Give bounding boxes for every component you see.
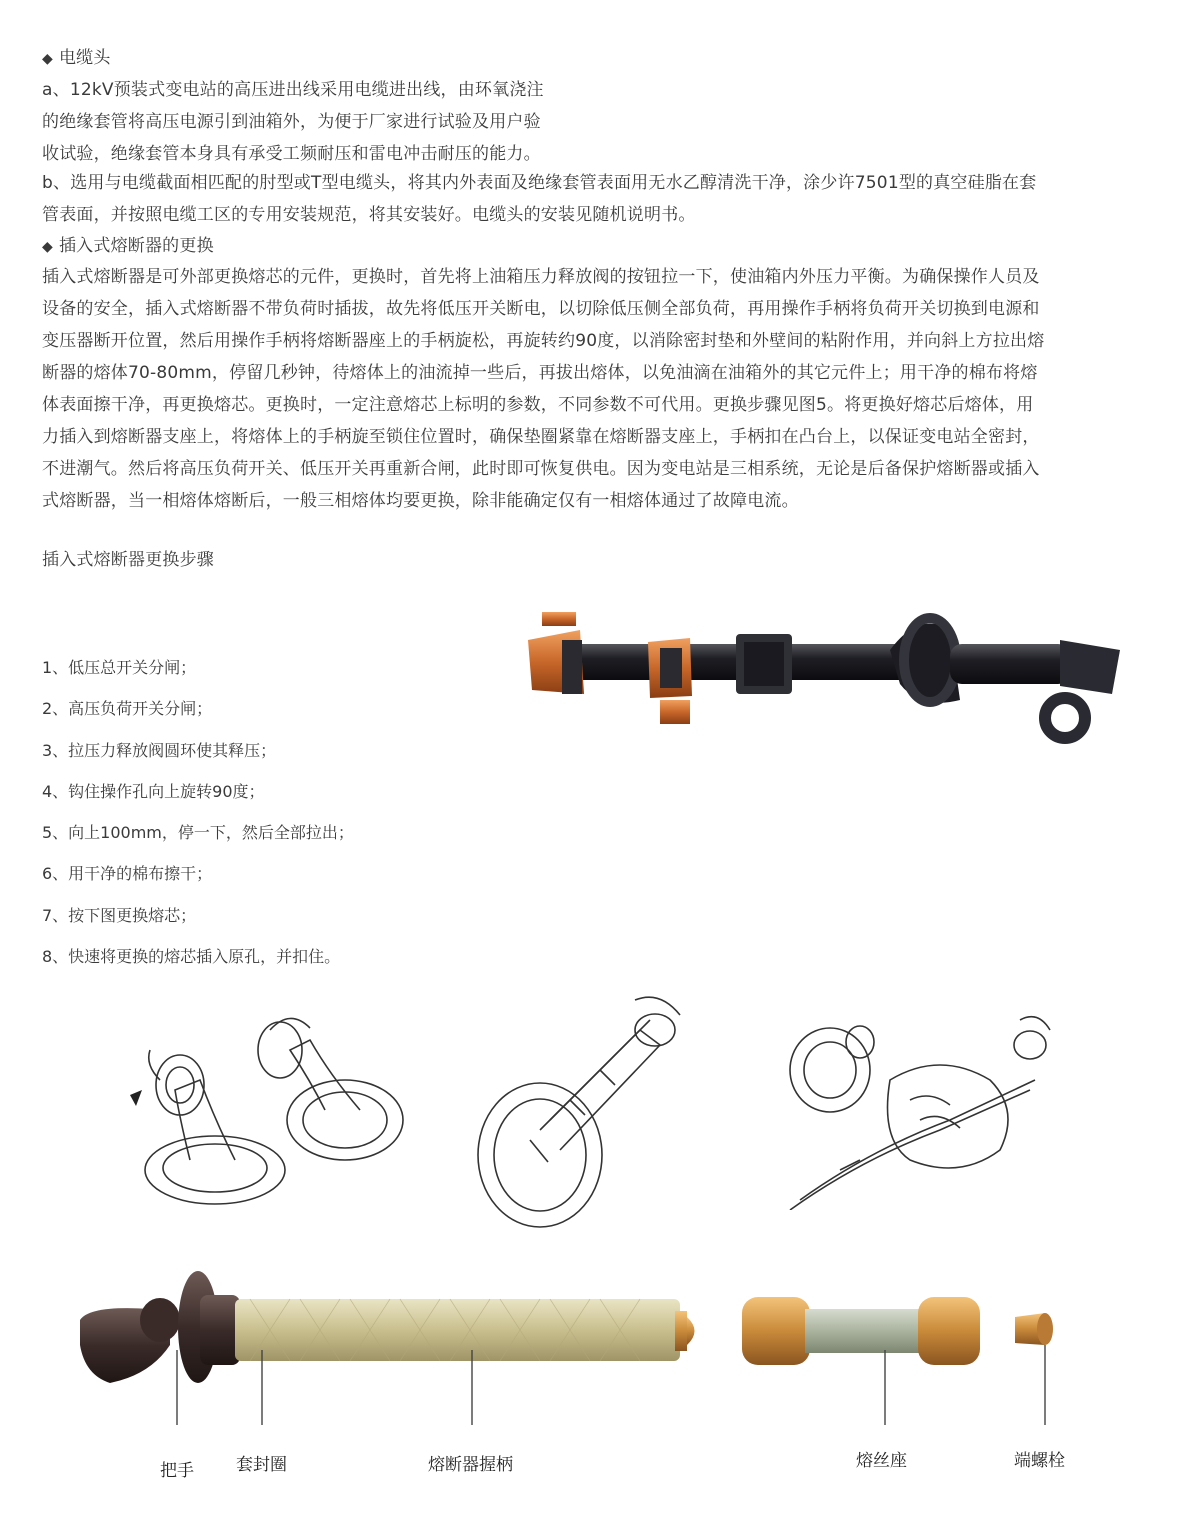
cable-paragraph-a: a、12kV预装式变电站的高压进出线采用电缆进出线，由环氧浇注 的绝缘套管将高压电源引到油箱外，为便于厂家进行试验及用户验 收试验，绝缘套管本身具有承受工频耐压和雷电冲击耐压的能力。	[42, 80, 544, 164]
label-fuse-grip: 熔断器握柄	[428, 1455, 513, 1475]
steps-list	[42, 650, 354, 980]
fuse-section-heading: ◆ 插入式熔断器的更换	[42, 236, 214, 256]
steps-title: 插入式熔断器更换步骤	[42, 550, 214, 570]
fuse-assembly-image	[520, 600, 1140, 760]
fuse-parts-image	[70, 1265, 1100, 1425]
step-item: 2、高压负荷开关分闸；	[42, 699, 213, 719]
label-handle: 把手	[160, 1461, 194, 1481]
step-item: 6、用干净的棉布擦干；	[42, 864, 213, 884]
label-end-bolt: 端螺栓	[1014, 1451, 1065, 1471]
replacement-diagram-1	[120, 1010, 410, 1210]
label-fuse-seat: 熔丝座	[856, 1451, 907, 1471]
step-item: 8、快速将更换的熔芯插入原孔，并扣住。	[42, 947, 341, 967]
step-item: 4、钩住操作孔向上旋转90度；	[42, 781, 265, 801]
replacement-diagram-3	[780, 1010, 1080, 1210]
cable-paragraph-b: b、选用与电缆截面相匹配的肘型或T型电缆头，将其内外表面及绝缘套管表面用无水乙醇清洗干净，涂少许7501型的真空硅脂在套 管表面，并按照电缆工区的专用安装规范，将其安装好。电缆头的安装见随机说明书。	[42, 173, 1037, 225]
diamond-bullet-icon: ◆	[42, 239, 53, 255]
cable-section-heading: ◆ 电缆头	[42, 48, 111, 68]
step-item: 7、按下图更换熔芯；	[42, 905, 197, 925]
fuse-paragraph: 插入式熔断器是可外部更换熔芯的元件，更换时，首先将上油箱压力释放阀的按钮拉一下，使油箱内外压力平衡。为确保操作人员及 设备的安全，插入式熔断器不带负荷时插拔，故先将低压开关断电，以切除低压侧全部负荷，再用操作手柄将负荷开关切换到电源和 变压器断开位置，然后用操作手柄将熔断器座上的手柄旋松，再旋转约90度，以消除密封垫和外壁间的粘附作用，并向斜上方拉出熔 断器的熔体70-80mm，停留几秒钟，待熔体上的油流掉一些后，再拔出熔体，以免油滴在油箱外的其它元件上；用干净的棉布将熔 体表面擦干净，再更换熔芯。更换时，一定注意熔芯上标明的参数，不同参数不可代用。更换步骤见图5。将更换好熔芯后熔体，用 力插入到熔断器支座上，将熔体上的手柄旋至锁住位置时，确保垫圈紧靠在熔断器支座上，手柄扣在凸台上，以保证变电站全密封， 不进潮气。然后将高压负荷开关、低压开关再重新合闸，此时即可恢复供电。因为变电站是三相系统，无论是后备保护熔断器或插入 式熔断器，当一相熔体熔断后，一般三相熔体均要更换，除非能确定仅有一相熔体通过了故障电流。	[42, 267, 1045, 511]
label-seal-ring: 套封圈	[236, 1455, 287, 1475]
step-item: 3、拉压力释放阀圆环使其释压；	[42, 740, 277, 760]
replacement-diagram-2	[470, 990, 710, 1230]
diamond-bullet-icon: ◆	[42, 51, 53, 67]
step-item: 5、向上100mm，停一下，然后全部拉出；	[42, 823, 354, 843]
step-item: 1、低压总开关分闸；	[42, 658, 197, 677]
